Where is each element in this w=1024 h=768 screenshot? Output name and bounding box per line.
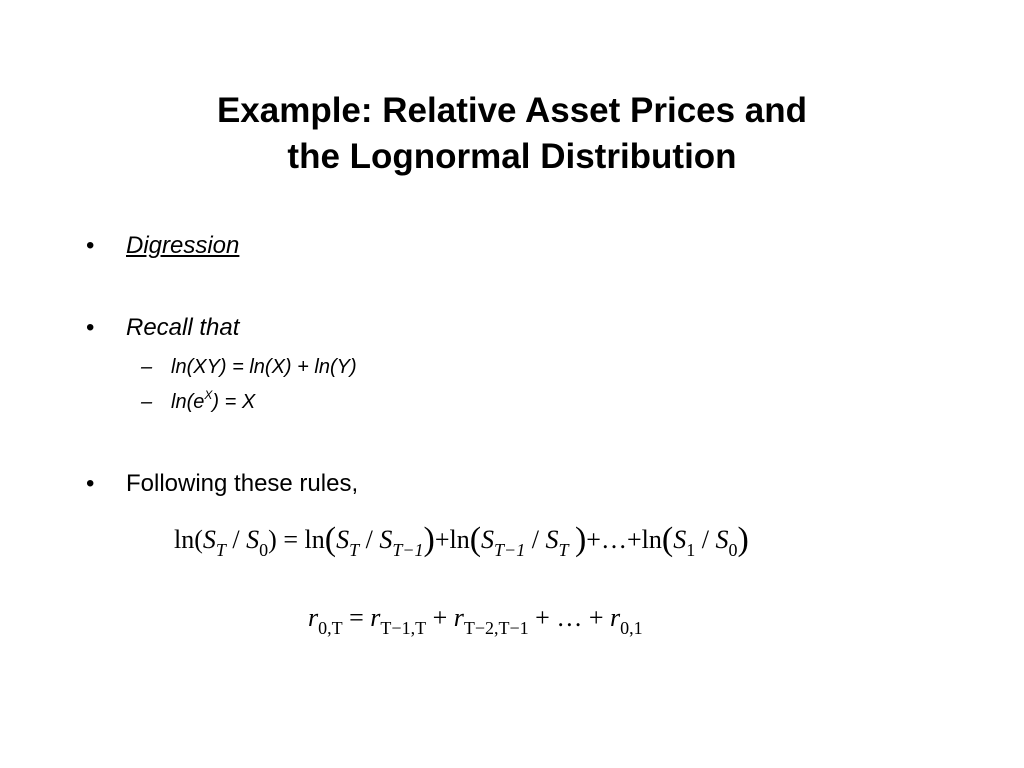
eq-sub: 0,T xyxy=(318,618,343,638)
eq-op: … xyxy=(600,525,627,554)
eq-paren: ) xyxy=(423,521,435,558)
eq-paren: ) xyxy=(574,521,587,558)
bullet-text: Digression xyxy=(126,232,240,259)
bullet-marker: • xyxy=(86,232,95,259)
eq-var: S xyxy=(336,525,350,554)
eq-var: r xyxy=(453,603,464,632)
eq-var: S xyxy=(246,525,260,554)
eq-op: + xyxy=(434,525,450,554)
eq-op: / xyxy=(701,525,709,554)
eq-sub: T−2,T−1 xyxy=(463,618,529,638)
eq-ln: ln xyxy=(449,525,470,554)
eq-sub: T xyxy=(349,540,360,560)
eq-paren: ( xyxy=(324,521,337,558)
eq-var: S xyxy=(379,525,393,554)
eq-sub: T−1 xyxy=(392,540,424,560)
eq-sub: 0 xyxy=(728,540,738,560)
subbullet-marker: – xyxy=(141,391,153,413)
eq-op: = xyxy=(349,603,364,632)
title-line-1: Example: Relative Asset Prices and xyxy=(216,91,808,130)
equation-return-sum xyxy=(308,600,643,638)
subbullet-text-after: ) = X xyxy=(212,391,256,413)
title-line-2: the Lognormal Distribution xyxy=(287,137,737,176)
eq-ln: ln xyxy=(641,525,662,554)
eq-var: r xyxy=(610,603,621,632)
eq-var: r xyxy=(370,603,381,632)
bullet-marker: • xyxy=(86,470,95,497)
superscript: X xyxy=(204,388,213,402)
bullet-text: Following these rules, xyxy=(126,470,359,497)
slide-title xyxy=(0,88,1024,180)
subbullet-text-before: ln(e xyxy=(171,391,205,413)
eq-sub: T xyxy=(558,540,569,560)
eq-op: + xyxy=(535,603,550,632)
eq-sub: T−1,T xyxy=(380,618,427,638)
bullet-text: Recall that xyxy=(126,314,240,341)
eq-op: + xyxy=(586,525,601,554)
eq-var: S xyxy=(481,525,495,554)
subbullet-text xyxy=(171,390,255,414)
eq-op: + xyxy=(626,525,642,554)
eq-paren: ) xyxy=(737,521,749,558)
eq-paren: ) xyxy=(268,525,277,554)
eq-sub: T xyxy=(215,540,226,560)
eq-var: S xyxy=(715,525,729,554)
subbullet-text: ln(XY) = ln(X) + ln(Y) xyxy=(171,356,357,378)
eq-sub: T−1 xyxy=(494,540,526,560)
eq-paren: ( xyxy=(194,525,203,554)
eq-op: + xyxy=(432,603,448,632)
eq-var: S xyxy=(673,525,687,554)
eq-ln: ln xyxy=(174,525,195,554)
eq-sub: 1 xyxy=(686,540,696,560)
eq-ln: ln xyxy=(304,525,325,554)
equation-log-ratio xyxy=(174,520,749,560)
eq-op: / xyxy=(365,525,373,554)
eq-var: S xyxy=(202,525,216,554)
eq-var: r xyxy=(308,603,319,632)
eq-paren: ( xyxy=(469,521,482,558)
eq-var: S xyxy=(545,525,559,554)
eq-sub: 0 xyxy=(259,540,269,560)
eq-op: + xyxy=(588,603,604,632)
eq-paren: ( xyxy=(661,521,674,558)
eq-op: = xyxy=(283,525,298,554)
subbullet-marker: – xyxy=(141,356,153,378)
eq-op: / xyxy=(232,525,240,554)
eq-sub: 0,1 xyxy=(620,618,643,638)
eq-op: … xyxy=(556,603,583,632)
bullet-marker: • xyxy=(86,314,95,341)
eq-op: / xyxy=(531,525,539,554)
